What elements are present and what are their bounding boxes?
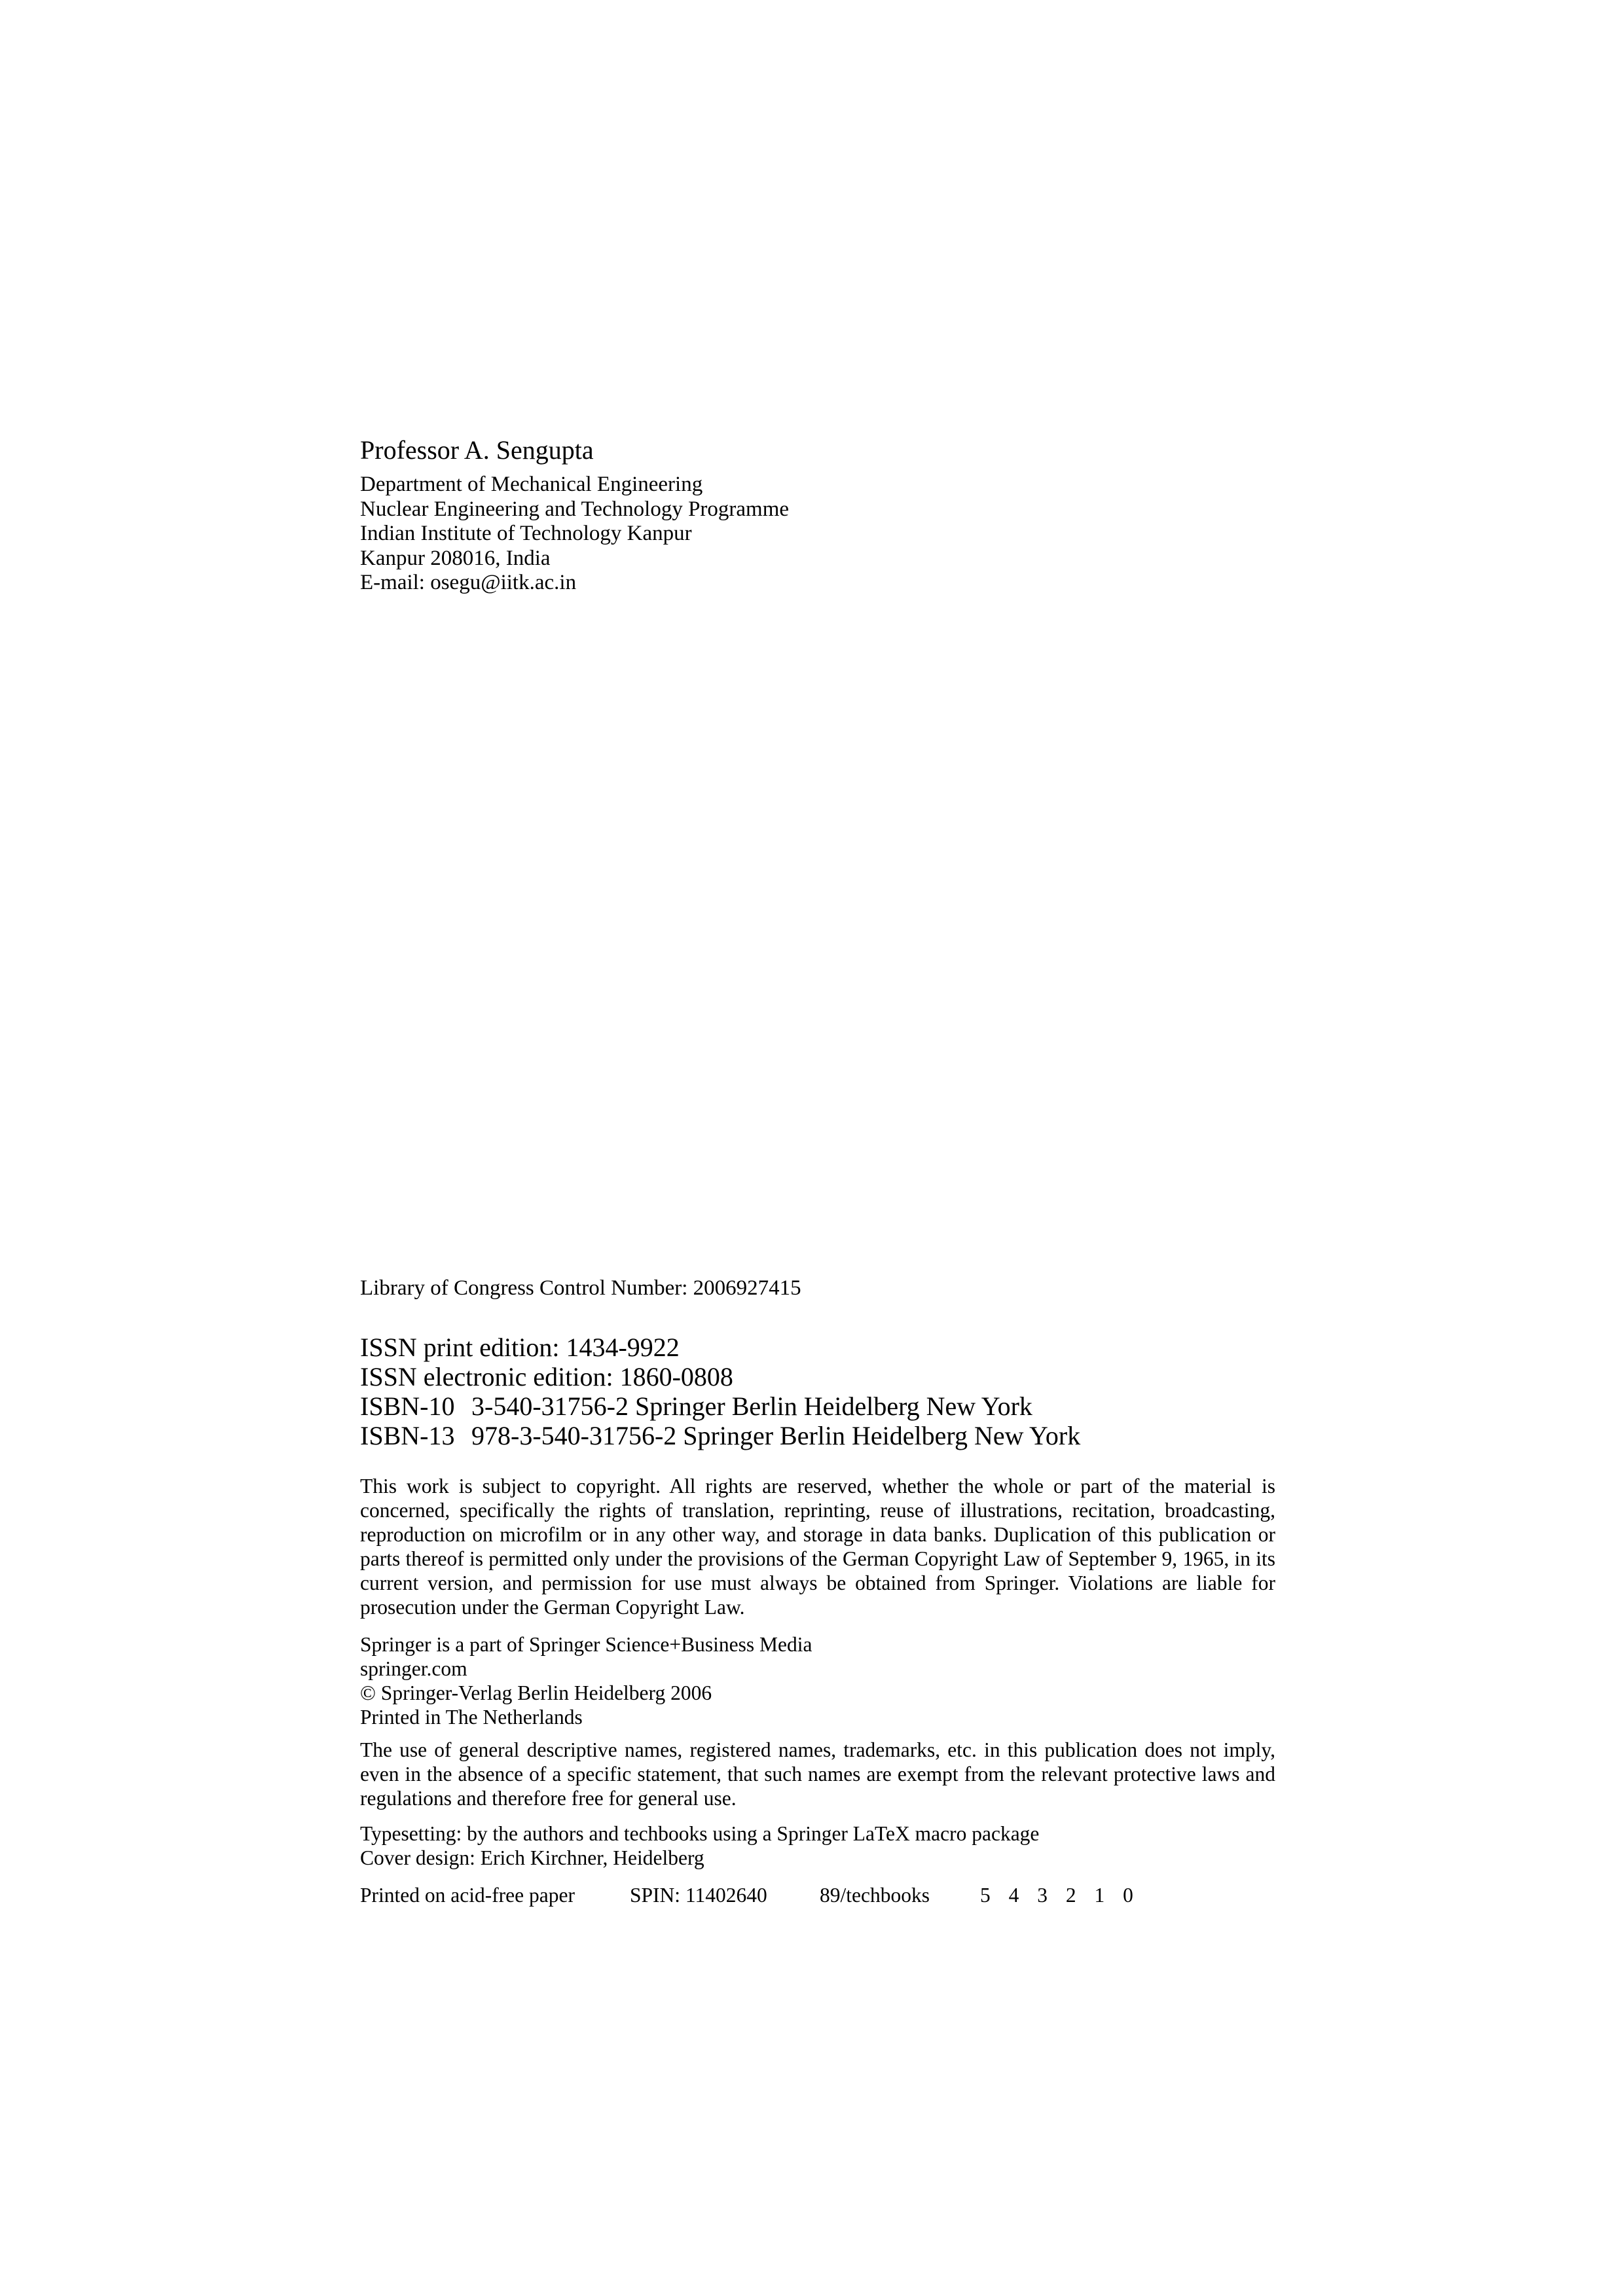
issn-print: ISSN print edition: 1434-9922 bbox=[360, 1333, 680, 1362]
cover-design-line: Cover design: Erich Kirchner, Heidelberg bbox=[360, 1846, 704, 1869]
identifiers-block bbox=[360, 1333, 1277, 1450]
publisher-info bbox=[360, 1632, 1277, 1729]
print-run-count: 5 4 3 2 1 0 bbox=[980, 1884, 1140, 1907]
author-block bbox=[360, 432, 1277, 596]
issn-electronic: ISSN electronic edition: 1860-0808 bbox=[360, 1362, 733, 1391]
acid-free-paper: Printed on acid-free paper bbox=[360, 1884, 575, 1907]
publisher-line-website: springer.com bbox=[360, 1657, 467, 1680]
production-info bbox=[360, 1821, 1277, 1870]
address-line-programme: Nuclear Engineering and Technology Programme bbox=[360, 497, 790, 521]
spin-number: SPIN: 11402640 bbox=[630, 1884, 767, 1907]
publisher-line-media: Springer is a part of Springer Science+Business Media bbox=[360, 1633, 812, 1656]
print-line bbox=[360, 1883, 1277, 1907]
author-address bbox=[360, 473, 1277, 596]
copyright-notice: This work is subject to copyright. All rights are reserved, whether the whole or part of the material is concerned, specifically the rights of translation, reprinting, reuse of illustrations, recitation, broadcasting, reproduction on microfilm or in any other way, and storage in data banks. Duplication of this publication or parts thereof is permitted only under the provisions of the German Copyright Law of September 9, 1965, in its current version, and permission for use must always be obtained from Springer. Violations are liable for prosecution under the German Copyright Law. bbox=[360, 1475, 1275, 1619]
address-line-institute: Indian Institute of Technology Kanpur bbox=[360, 522, 692, 545]
publisher-line-copyright: © Springer-Verlag Berlin Heidelberg 2006 bbox=[360, 1681, 712, 1704]
isbn-10-label: ISBN-10 bbox=[360, 1391, 455, 1421]
lccn-line: Library of Congress Control Number: 2006927415 bbox=[360, 1276, 801, 1300]
publisher-line-printed: Printed in The Netherlands bbox=[360, 1706, 583, 1729]
address-line-department: Department of Mechanical Engineering bbox=[360, 473, 703, 496]
isbn-10-value: 3-540-31756-2 Springer Berlin Heidelberg New York bbox=[471, 1391, 1032, 1421]
author-name: Professor A. Sengupta bbox=[360, 435, 594, 465]
isbn-10-line bbox=[360, 1391, 1277, 1421]
isbn-13-line bbox=[360, 1421, 1277, 1450]
typesetting-line: Typesetting: by the authors and techbooks using a Springer LaTeX macro package bbox=[360, 1822, 1040, 1845]
isbn-13-label: ISBN-13 bbox=[360, 1421, 455, 1450]
isbn-13-value: 978-3-540-31756-2 Springer Berlin Heidelberg New York bbox=[471, 1421, 1081, 1450]
techbooks-code: 89/techbooks bbox=[820, 1884, 930, 1907]
address-line-email: E-mail: osegu@iitk.ac.in bbox=[360, 571, 577, 594]
address-line-city: Kanpur 208016, India bbox=[360, 546, 551, 570]
trademark-notice: The use of general descriptive names, registered names, trademarks, etc. in this publication does not imply, even in the absence of a specific statement, that such names are exempt from the relevant protective laws and regulations and therefore free for general use. bbox=[360, 1738, 1275, 1810]
